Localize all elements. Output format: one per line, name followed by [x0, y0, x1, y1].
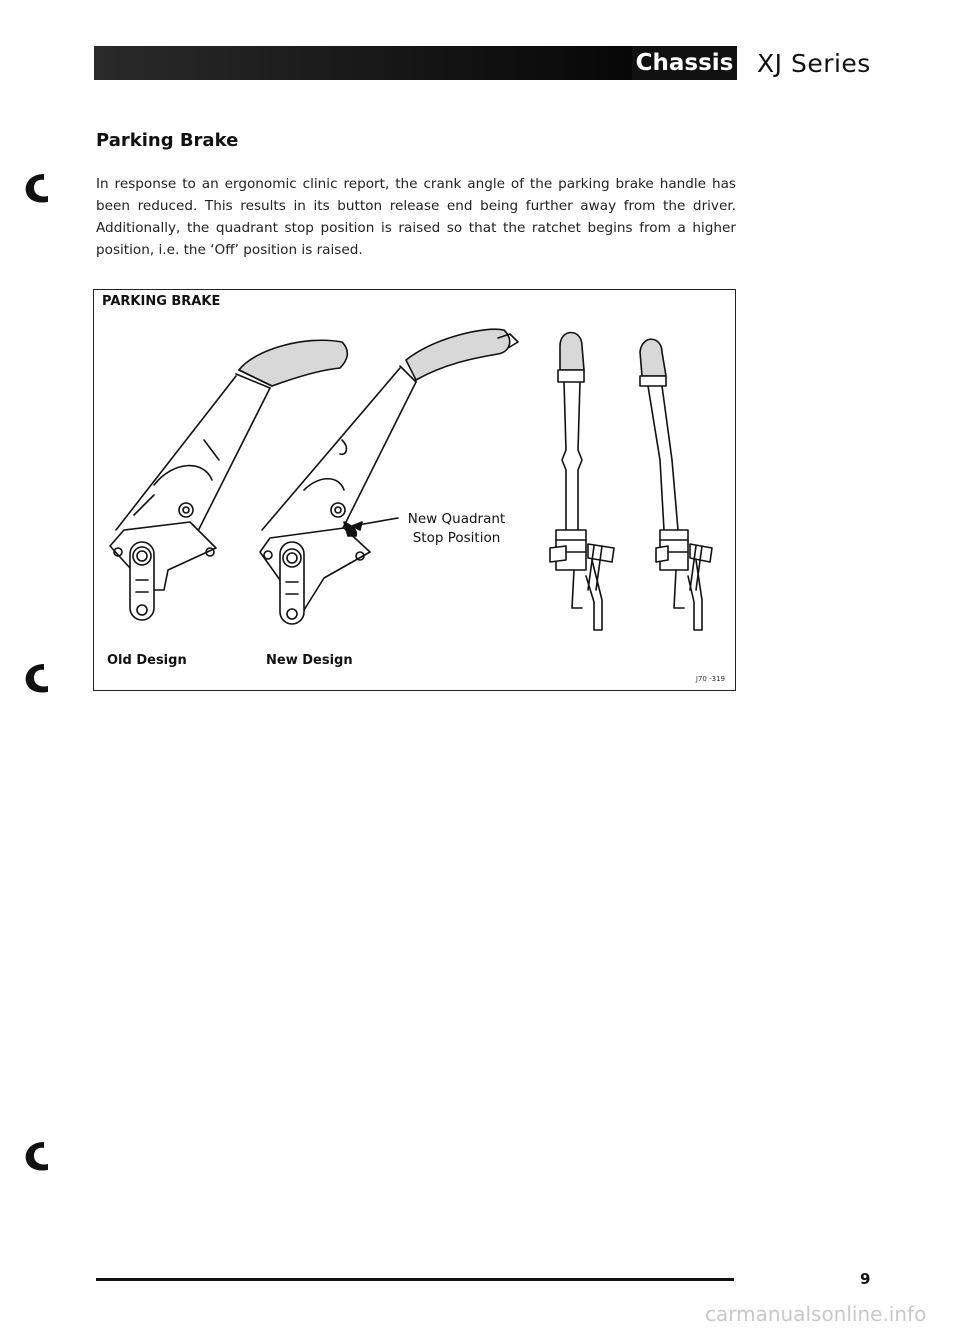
figure-title: PARKING BRAKE: [102, 294, 221, 309]
callout-line-1: New Quadrant: [407, 511, 506, 527]
site-watermark: carmanualsonline.info: [705, 1302, 927, 1326]
section-tab: Chassis: [632, 46, 737, 80]
binder-hole-mark: [22, 1138, 52, 1174]
body-paragraph: In response to an ergonomic clinic report, the crank angle of the parking brake handle has been reduced. This results in its button release end being further away from the driver. Additionally, the quadrant stop position is raised so that the ratchet begins from a higher position, i.e. the ‘Off’ position is raised.: [96, 176, 736, 258]
footer-rule: [96, 1278, 734, 1281]
new-design-label: New Design: [266, 653, 353, 668]
series-title: XJ Series: [757, 48, 871, 78]
parking-brake-illustration: [94, 290, 734, 690]
binder-hole-mark: [22, 660, 52, 696]
side-view-new: [550, 333, 614, 631]
section-heading: Parking Brake: [96, 130, 239, 151]
figure-ref-code: J70 -319: [695, 675, 725, 683]
side-view-old: [640, 339, 712, 630]
page-number: 9: [860, 1270, 871, 1288]
callout-line-2: Stop Position: [412, 530, 501, 546]
figure-box: [93, 289, 736, 691]
new-quadrant-callout: [394, 510, 519, 548]
binder-hole-mark: [22, 170, 52, 206]
old-design-label: Old Design: [107, 653, 187, 668]
